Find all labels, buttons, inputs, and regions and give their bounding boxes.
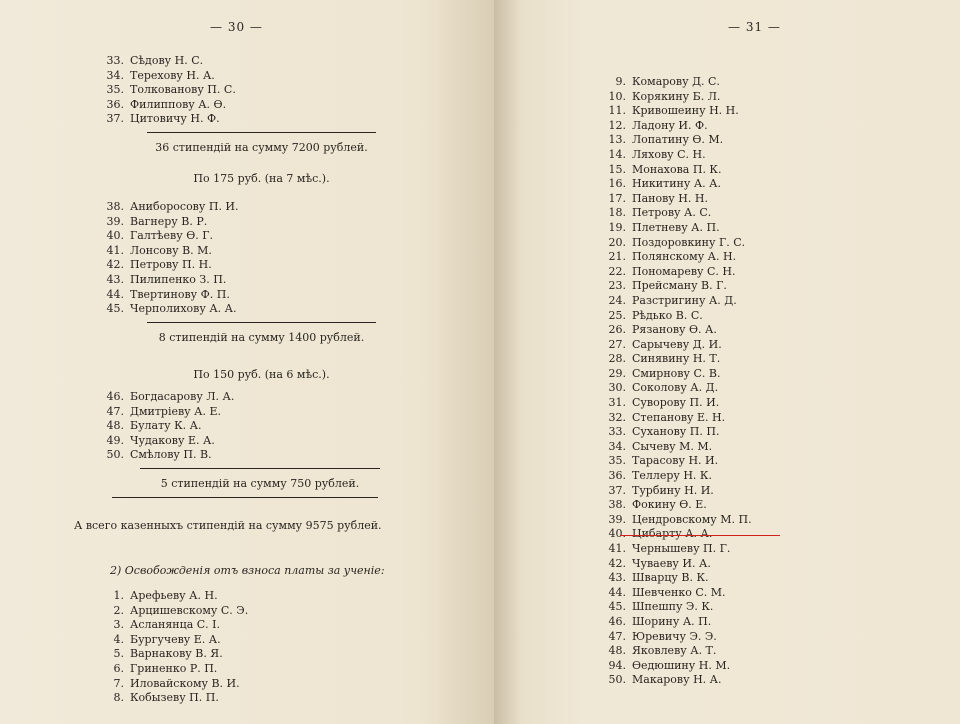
- list-item: [604, 221, 752, 236]
- entry-name: Дмитріеву А. Е.: [130, 404, 221, 418]
- list-item: [102, 273, 239, 288]
- entry-number: 28.: [608, 352, 626, 366]
- entry-number: 5.: [113, 647, 124, 661]
- entry-number: 38.: [106, 200, 124, 213]
- list-item: [604, 279, 752, 294]
- entry-number: 39.: [608, 512, 626, 526]
- entry-name: Иловайскому В. И.: [130, 676, 240, 690]
- section-heading: По 175 руб. (на 7 мѣс.).: [193, 172, 330, 185]
- entry-number: 94.: [608, 658, 626, 672]
- list-item: [604, 381, 752, 396]
- entry-number: 41.: [608, 542, 626, 555]
- list-item: [604, 338, 752, 353]
- entry-name: Чудакову Е. А.: [130, 433, 215, 447]
- red-underline: [620, 535, 780, 536]
- entry-name: Сѣдову Н. С.: [130, 54, 204, 67]
- entry-number: 43.: [608, 571, 626, 585]
- entry-number: 10.: [608, 89, 626, 103]
- entry-name: Полянскому А. Н.: [632, 250, 737, 264]
- list-item: [102, 448, 234, 463]
- entry-number: 8.: [113, 691, 124, 705]
- list-item: [102, 390, 234, 405]
- section-heading: По 150 руб. (на 6 мѣс.).: [193, 368, 330, 381]
- entry-name: Петрову А. С.: [632, 206, 712, 220]
- entry-number: 43.: [106, 272, 124, 286]
- entry-number: 9.: [615, 75, 626, 88]
- grand-total: А всего казенныхъ стипендій на сумму 9575 рублей.: [74, 519, 382, 532]
- list-item: [604, 104, 752, 119]
- list-item: [604, 586, 752, 601]
- entry-number: 36.: [608, 469, 626, 483]
- entry-name: Гриненко Р. П.: [130, 661, 218, 675]
- entry-number: 38.: [608, 498, 626, 512]
- entry-name: Арцишевскому С. Э.: [130, 603, 249, 617]
- entry-number: 18.: [608, 206, 626, 220]
- entry-name: Шпешпу Э. К.: [632, 600, 714, 614]
- entry-number: 39.: [106, 214, 124, 228]
- entry-name: Шварцу В. К.: [632, 571, 709, 585]
- list-item: [102, 258, 239, 273]
- entry-name: Галтѣеву Ѳ. Г.: [130, 229, 214, 243]
- entry-number: 42.: [106, 258, 124, 272]
- entry-number: 27.: [608, 337, 626, 351]
- list-item: [102, 419, 234, 434]
- entry-number: 47.: [608, 629, 626, 643]
- list-item: [102, 302, 239, 317]
- entry-number: 14.: [608, 147, 626, 161]
- entry-number: 49.: [106, 433, 124, 447]
- list-item: [604, 133, 752, 148]
- entry-name: Корякину Б. Л.: [632, 89, 721, 103]
- entry-name: Фокину Ѳ. Е.: [632, 498, 707, 512]
- entry-name: Смирнову С. В.: [632, 366, 721, 380]
- entry-number: 20.: [608, 235, 626, 249]
- list-item: [102, 83, 236, 98]
- name-list: [102, 390, 234, 463]
- subtotal-line: 36 стипендій на сумму 7200 рублей.: [155, 141, 368, 154]
- entry-number: 33.: [608, 425, 626, 439]
- list-item: [604, 498, 752, 513]
- entry-name: Кобызеву П. П.: [130, 691, 219, 705]
- entry-number: 35.: [106, 83, 124, 97]
- entry-name: Кривошеину Н. Н.: [632, 104, 739, 118]
- entry-name: Петрову П. Н.: [130, 258, 212, 272]
- list-item: [604, 630, 752, 645]
- entry-name: Рязанову Ѳ. А.: [632, 323, 717, 337]
- entry-name: Черполихову А. А.: [130, 302, 237, 316]
- entry-number: 48.: [608, 644, 626, 658]
- entry-number: 46.: [608, 614, 626, 628]
- subtotal-line: 8 стипендій на сумму 1400 рублей.: [158, 331, 365, 344]
- list-item: [604, 250, 752, 265]
- list-item: [604, 644, 752, 659]
- entry-name: Терехову Н. А.: [130, 68, 215, 82]
- list-item: [604, 236, 752, 251]
- list-item: [604, 425, 752, 440]
- page-number: — 31 —: [728, 20, 781, 34]
- list-item: [604, 454, 752, 469]
- entry-name: Ладону И. Ф.: [632, 118, 708, 132]
- divider: [147, 322, 376, 323]
- entry-name: Никитину А. А.: [632, 177, 721, 191]
- entry-name: Толкованову П. С.: [130, 83, 236, 97]
- entry-name: Поздоровкину Г. С.: [632, 235, 746, 249]
- list-item: [604, 163, 752, 178]
- list-item: [102, 662, 248, 677]
- entry-number: 16.: [608, 177, 626, 191]
- entry-name: Пилипенко З. П.: [130, 272, 227, 286]
- entry-number: 37.: [106, 112, 124, 126]
- page-number: — 30 —: [210, 20, 263, 34]
- entry-number: 2.: [113, 603, 124, 617]
- entry-name: Чуваеву И. А.: [632, 556, 711, 570]
- list-item: [102, 69, 236, 84]
- entry-number: 7.: [113, 676, 124, 690]
- list-item: [604, 673, 752, 688]
- list-item: [604, 484, 752, 499]
- entry-name: Шевченко С. М.: [632, 585, 726, 599]
- entry-name: Аниборосову П. И.: [130, 200, 239, 213]
- list-item: [604, 177, 752, 192]
- entry-name: Юревичу Э. Э.: [632, 629, 717, 643]
- entry-number: 45.: [608, 600, 626, 614]
- entry-number: 22.: [608, 264, 626, 278]
- entry-number: 46.: [106, 390, 124, 403]
- entry-name: Степанову Е. Н.: [632, 410, 726, 424]
- entry-number: 4.: [113, 632, 124, 646]
- entry-name: Тарасову Н. И.: [632, 454, 719, 468]
- entry-number: 32.: [608, 410, 626, 424]
- entry-name: Вагнеру В. Р.: [130, 214, 208, 228]
- entry-number: 34.: [608, 439, 626, 453]
- entry-number: 44.: [608, 585, 626, 599]
- entry-name: Цибарту А. А.: [632, 527, 713, 541]
- list-item: [604, 192, 752, 207]
- entry-name: Соколову А. Д.: [632, 381, 719, 395]
- list-item: [604, 294, 752, 309]
- entry-name: Булату К. А.: [130, 419, 202, 433]
- entry-number: 13.: [608, 133, 626, 147]
- subtotal-line: 5 стипендій на сумму 750 рублей.: [160, 477, 360, 490]
- entry-name: Пономареву С. Н.: [632, 264, 736, 278]
- entry-name: Лопатину Ѳ. М.: [632, 133, 724, 147]
- entry-number: 3.: [113, 618, 124, 632]
- entry-number: 31.: [608, 396, 626, 410]
- list-item: [102, 288, 239, 303]
- list-item: [604, 659, 752, 674]
- name-list: [102, 54, 236, 127]
- entry-name: Теллеру Н. К.: [632, 469, 712, 483]
- list-item: [102, 633, 248, 648]
- list-item: [102, 604, 248, 619]
- list-item: [102, 98, 236, 113]
- entry-name: Монахова П. К.: [632, 162, 722, 176]
- entry-number: 40.: [106, 229, 124, 243]
- list-item: [604, 206, 752, 221]
- list-item: [102, 434, 234, 449]
- list-item: [102, 691, 248, 706]
- list-item: [604, 513, 752, 528]
- entry-name: Прейсману В. Г.: [632, 279, 727, 293]
- entry-number: 33.: [106, 54, 124, 67]
- name-list: [604, 75, 752, 688]
- entry-name: Смѣлову П. В.: [130, 448, 212, 462]
- entry-number: 17.: [608, 191, 626, 205]
- entry-number: 35.: [608, 454, 626, 468]
- list-item: [102, 229, 239, 244]
- entry-number: 19.: [608, 220, 626, 234]
- entry-name: Цендровскому М. П.: [632, 512, 752, 526]
- list-item: [102, 200, 239, 215]
- entry-number: 50.: [106, 448, 124, 462]
- name-list: [102, 200, 239, 317]
- entry-name: Арефьеву А. Н.: [130, 589, 218, 602]
- entry-number: 30.: [608, 381, 626, 395]
- entry-number: 41.: [106, 243, 124, 257]
- section-title: 2) Освобожденія отъ взноса платы за ученіе:: [110, 564, 385, 577]
- list-item: [604, 367, 752, 382]
- entry-name: Суханову П. П.: [632, 425, 720, 439]
- entry-number: 6.: [113, 661, 124, 675]
- entry-number: 42.: [608, 556, 626, 570]
- entry-number: 48.: [106, 419, 124, 433]
- divider: [112, 497, 378, 498]
- entry-number: 11.: [608, 104, 626, 118]
- entry-name: Синявину Н. Т.: [632, 352, 721, 366]
- entry-number: 47.: [106, 404, 124, 418]
- list-item: [102, 618, 248, 633]
- entry-name: Чернышеву П. Г.: [632, 542, 731, 555]
- entry-number: 36.: [106, 97, 124, 111]
- entry-name: Ѳедюшину Н. М.: [632, 658, 731, 672]
- entry-number: 24.: [608, 293, 626, 307]
- entry-name: Яковлеву А. Т.: [632, 644, 717, 658]
- divider: [147, 132, 376, 133]
- list-item: [604, 571, 752, 586]
- list-item: [102, 677, 248, 692]
- entry-name: Турбину Н. И.: [632, 483, 714, 497]
- list-item: [604, 396, 752, 411]
- entry-name: Разстригину А. Д.: [632, 293, 737, 307]
- list-item: [604, 542, 752, 557]
- list-item: [604, 615, 752, 630]
- entry-name: Лонсову В. М.: [130, 243, 212, 257]
- list-item: [604, 90, 752, 105]
- entry-name: Богдасарову Л. А.: [130, 390, 235, 403]
- entry-name: Суворову П. И.: [632, 396, 720, 410]
- list-item: [102, 405, 234, 420]
- list-item: [604, 440, 752, 455]
- entry-name: Сычеву М. М.: [632, 439, 713, 453]
- list-item: [604, 323, 752, 338]
- entry-number: 50.: [608, 673, 626, 687]
- name-list: [102, 589, 248, 706]
- entry-number: 26.: [608, 323, 626, 337]
- entry-name: Цитовичу Н. Ф.: [130, 112, 220, 126]
- entry-number: 21.: [608, 250, 626, 264]
- right-page: [494, 0, 960, 724]
- list-item: [102, 215, 239, 230]
- list-item: [604, 148, 752, 163]
- entry-number: 29.: [608, 366, 626, 380]
- list-item: [102, 54, 236, 69]
- entry-number: 1.: [113, 589, 124, 602]
- entry-number: 15.: [608, 162, 626, 176]
- list-item: [604, 352, 752, 367]
- list-item: [604, 469, 752, 484]
- divider: [140, 468, 380, 469]
- entry-name: Асланянца С. І.: [130, 618, 221, 632]
- entry-number: 45.: [106, 302, 124, 316]
- list-item: [102, 112, 236, 127]
- list-item: [604, 411, 752, 426]
- entry-number: 12.: [608, 118, 626, 132]
- entry-name: Ляхову С. Н.: [632, 147, 706, 161]
- entry-name: Панову Н. Н.: [632, 191, 708, 205]
- list-item: [604, 600, 752, 615]
- entry-number: 40.: [608, 527, 626, 541]
- list-item: [604, 309, 752, 324]
- entry-name: Бургучеву Е. А.: [130, 632, 221, 646]
- entry-name: Рѣдько В. С.: [632, 308, 703, 322]
- entry-name: Варнакову В. Я.: [130, 647, 223, 661]
- list-item: [102, 647, 248, 662]
- entry-name: Макарову Н. А.: [632, 673, 722, 687]
- entry-number: 44.: [106, 287, 124, 301]
- entry-name: Плетневу А. П.: [632, 220, 720, 234]
- entry-name: Филиппову А. Ѳ.: [130, 97, 227, 111]
- list-item: [604, 75, 752, 90]
- entry-number: 37.: [608, 483, 626, 497]
- entry-name: Шорину А. П.: [632, 614, 712, 628]
- list-item: [604, 265, 752, 280]
- list-item: [604, 119, 752, 134]
- list-item: [102, 244, 239, 259]
- entry-name: Комарову Д. С.: [632, 75, 720, 88]
- entry-name: Твертинову Ф. П.: [130, 287, 230, 301]
- entry-name: Сарычеву Д. И.: [632, 337, 722, 351]
- entry-number: 34.: [106, 68, 124, 82]
- list-item: [604, 557, 752, 572]
- entry-number: 25.: [608, 308, 626, 322]
- entry-number: 23.: [608, 279, 626, 293]
- list-item: [102, 589, 248, 604]
